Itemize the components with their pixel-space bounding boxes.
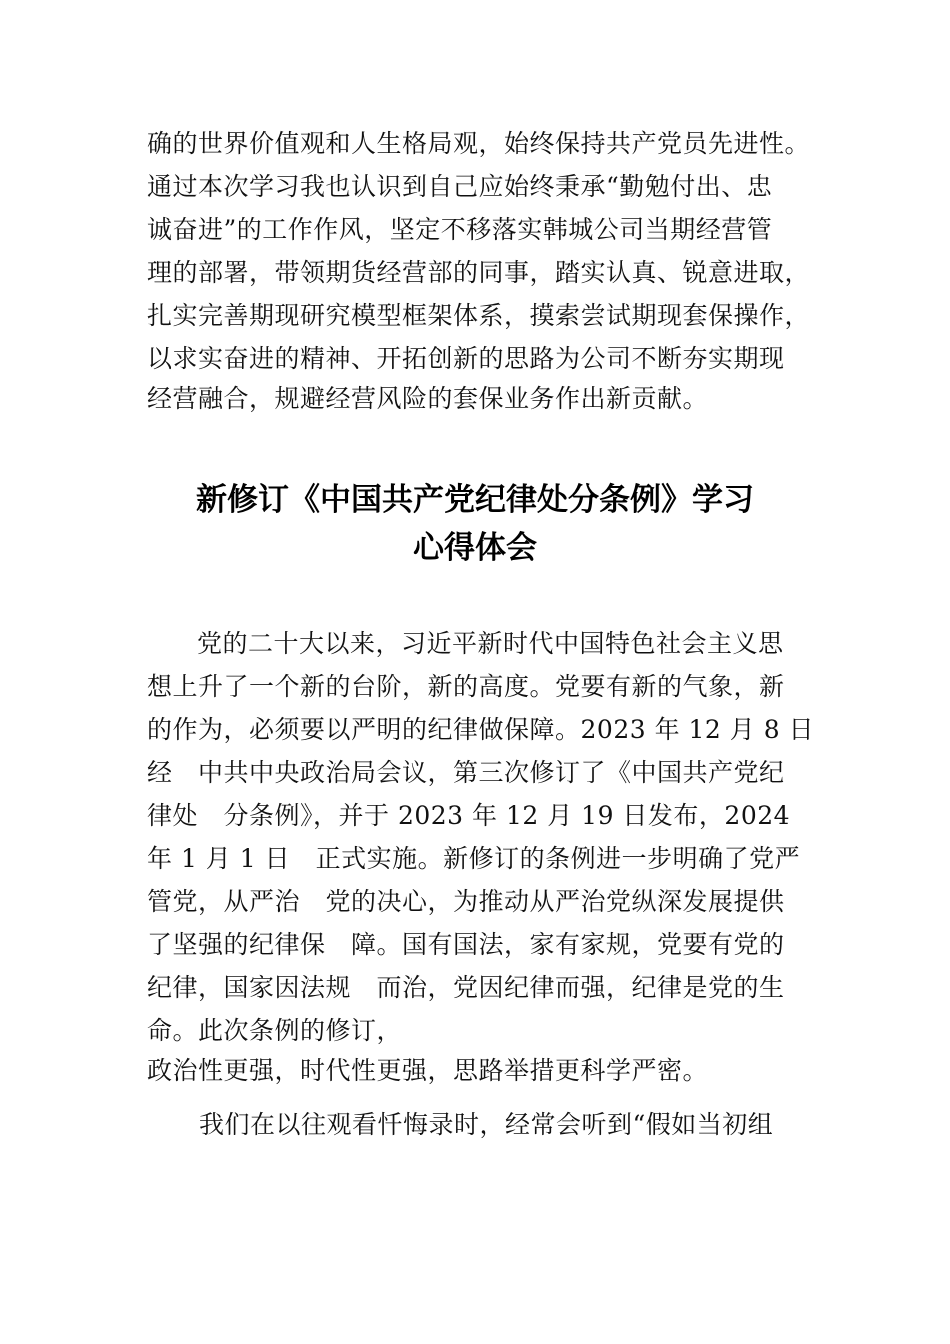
body-line-9: 纪律，国家因法规 而治，党因纪律而强，纪律是党的生 [147,973,785,1002]
body-line-1: 党的二十大以来，习近平新时代中国特色社会主义思 [197,629,784,658]
body-line-4: 经 中共中央政治局会议，第三次修订了《中国共产党纪 [147,758,785,787]
body-line-2: 想上升了一个新的台阶，新的高度。党要有新的气象，新 [147,672,785,701]
prev-line-6: 以求实奋进的精神、开拓创新的思路为公司不断夯实期现 [147,344,785,373]
article-title-line-2: 心得体会 [413,530,537,566]
body-line-3: 的作为，必须要以严明的纪律做保障。2023 年 12 月 8 日 [147,715,815,744]
prev-line-2: 通过本次学习我也认识到自己应始终秉承“勤勉付出、忠 [147,172,773,201]
prev-line-7: 经营融合，规避经营风险的套保业务作出新贡献。 [147,384,709,413]
body-line-12: 我们在以往观看忏悔录时，经常会听到“假如当初组 [199,1110,774,1139]
prev-line-5: 扎实完善期现研究模型框架体系，摸索尝试期现套保操作， [147,301,811,330]
prev-line-1: 确的世界价值观和人生格局观，始终保持共产党员先进性。 [147,129,811,158]
article-title-line-1: 新修订《中国共产党纪律处分条例》学习 [196,482,754,518]
body-line-6: 年 1 月 1 日 正式实施。新修订的条例进一步明确了党严 [147,844,801,873]
body-line-7: 管党，从严治 党的决心，为推动从严治党纵深发展提供 [147,887,785,916]
prev-line-3: 诚奋进”的工作作风，坚定不移落实韩城公司当期经营管 [147,215,773,244]
body-line-10: 命。此次条例的修订， [147,1016,403,1045]
body-line-5: 律处 分条例》，并于 2023 年 12 月 19 日发布，2024 [147,801,791,830]
body-line-8: 了坚强的纪律保 障。国有国法，家有家规，党要有党的 [147,930,785,959]
prev-line-4: 理的部署，带领期货经营部的同事，踏实认真、锐意进取， [147,258,811,287]
body-line-11: 政治性更强，时代性更强，思路举措更科学严密。 [147,1056,709,1085]
